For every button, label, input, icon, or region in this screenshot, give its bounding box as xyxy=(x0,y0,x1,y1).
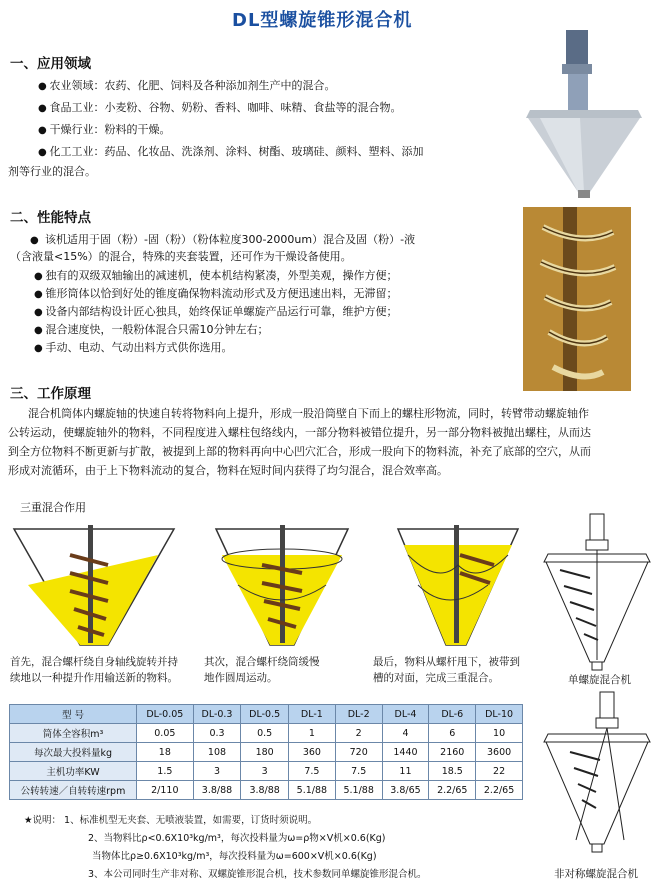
table-cell: 型 号 xyxy=(10,705,137,724)
list-item-continuation: （含液量<15%）的混合，特殊的夹套装置，还可作为干燥设备使用。 xyxy=(10,250,352,263)
spec-table xyxy=(9,704,523,800)
table-cell: 18.5 xyxy=(429,762,476,781)
table-cell: 10 xyxy=(476,724,523,743)
table-cell: 3.8/88 xyxy=(193,781,241,800)
table-cell: 2160 xyxy=(429,743,476,762)
table-cell: 108 xyxy=(193,743,241,762)
table-cell: 2.2/65 xyxy=(476,781,523,800)
table-cell: 3.8/88 xyxy=(241,781,289,800)
table-cell: 4 xyxy=(382,724,429,743)
single-screw-mixer-drawing xyxy=(540,512,655,674)
list-item: ● 食品工业：小麦粉、谷物、奶粉、香料、咖啡、味精、食盐等的混合物。 xyxy=(38,101,402,114)
table-cell: 2/110 xyxy=(137,781,194,800)
table-cell: 0.5 xyxy=(241,724,289,743)
table-cell: DL-2 xyxy=(335,705,382,724)
list-item: ● 该机适用于固（粉）-固（粉）（粉体粒度300-2000um）混合及固（粉）-液 xyxy=(30,233,416,246)
list-item: ● 设备内部结构设计匠心独具，始终保证单螺旋产品运行可靠，维护方便； xyxy=(34,305,398,318)
mixing-diagram-2 xyxy=(198,525,368,650)
table-header-row xyxy=(10,705,523,724)
table-cell: 2 xyxy=(335,724,382,743)
table-cell: 3 xyxy=(241,762,289,781)
table-cell: DL-1 xyxy=(288,705,335,724)
interior-screw-photo xyxy=(523,207,631,391)
table-cell: 主机功率KW xyxy=(10,762,137,781)
table-cell: 11 xyxy=(382,762,429,781)
table-cell: 2.2/65 xyxy=(429,781,476,800)
table-cell: DL-4 xyxy=(382,705,429,724)
table-cell: DL-6 xyxy=(429,705,476,724)
diagram-caption-2: 其次，混合螺杆绕筒缓慢 地作圆周运动。 xyxy=(204,656,320,684)
table-cell: 3.8/65 xyxy=(382,781,429,800)
note-line: 当物体比ρ≥0.6X10³kg/m³，每次投料量为ω=600×V机×0.6(Kg) xyxy=(92,851,377,862)
page-title: DL型螺旋锥形混合机 xyxy=(232,10,413,31)
list-item: ● 化工工业：药品、化妆品、洗涤剂、涂料、树酯、玻璃硅、颜料、塑料、添加 xyxy=(38,145,424,158)
table-row xyxy=(10,781,523,800)
table-cell: 1.5 xyxy=(137,762,194,781)
table-cell: 720 xyxy=(335,743,382,762)
table-cell: 1 xyxy=(288,724,335,743)
note-line: 3、本公司同时生产非对称、双螺旋锥形混合机，技术参数同单螺旋锥形混合机。 xyxy=(88,869,427,880)
list-item: ● 独有的双级双轴输出的减速机，使本机结构紧凑，外型美观，操作方便； xyxy=(34,269,398,282)
table-cell: 3600 xyxy=(476,743,523,762)
table-cell: 6 xyxy=(429,724,476,743)
section-heading-applications: 一、应用领域 xyxy=(10,56,91,72)
table-cell: 18 xyxy=(137,743,194,762)
list-item-continuation: 剂等行业的混合。 xyxy=(8,165,96,178)
table-row xyxy=(10,762,523,781)
table-cell: 每次最大投料量kg xyxy=(10,743,137,762)
mixing-heading: 三重混合作用 xyxy=(20,501,86,514)
table-cell: 筒体全容积m³ xyxy=(10,724,137,743)
diagram-caption-3: 最后，物料从螺杆甩下，被带到 槽的对面，完成三重混合。 xyxy=(373,656,520,684)
table-cell: 5.1/88 xyxy=(335,781,382,800)
list-item: ● 锥形筒体以恰到好处的锥度确保物料流动形式及方便迅速出料，无滞留； xyxy=(34,287,398,300)
table-row xyxy=(10,724,523,743)
table-cell: 1440 xyxy=(382,743,429,762)
mixing-diagram-3 xyxy=(378,525,538,650)
diagram-caption-1: 首先，混合螺杆绕自身轴线旋转并持 续地以一种提升作用输送新的物料。 xyxy=(10,656,178,684)
table-cell: 22 xyxy=(476,762,523,781)
table-cell: DL-10 xyxy=(476,705,523,724)
table-cell: 180 xyxy=(241,743,289,762)
note-line: 2、当物料比ρ<0.6X10³kg/m³，每次投料量为ω=ρ物×V机×0.6(Kg) xyxy=(88,833,386,844)
list-item: ● 混合速度快，一般粉体混合只需10分钟左右； xyxy=(34,323,269,336)
table-cell: 7.5 xyxy=(288,762,335,781)
single-screw-caption: 单螺旋混合机 xyxy=(568,674,631,686)
table-cell: 7.5 xyxy=(335,762,382,781)
list-item: ● 手动、电动、气动出料方式供你选用。 xyxy=(34,341,233,354)
table-cell: 3 xyxy=(193,762,241,781)
paragraph-line: 混合机筒体内螺旋轴的快速自转将物料向上提升，形成一股沿筒壁自下而上的螺柱形物流，同时，转臂带动螺旋轴作 xyxy=(28,407,589,420)
table-cell: 公转转速／自转转速rpm xyxy=(10,781,137,800)
table-cell: DL-0.3 xyxy=(193,705,241,724)
product-photo xyxy=(520,22,650,200)
list-item: ● 农业领域：农药、化肥、饲料及各种添加剂生产中的混合。 xyxy=(38,79,336,92)
paragraph-line: 公转运动，使螺旋轴外的物料，不同程度进入螺柱包络线内，一部分物料被错位提升，另一部分物料被抛出螺柱，从而达 xyxy=(8,426,591,439)
table-row xyxy=(10,743,523,762)
table-cell: 0.05 xyxy=(137,724,194,743)
list-item: ● 干燥行业：粉料的干燥。 xyxy=(38,123,171,136)
paragraph-line: 形成对流循环，由于上下物料流动的复合，物料在短时间内获得了均匀混合，混合效率高。 xyxy=(8,464,448,477)
mixing-diagram-1 xyxy=(8,525,188,650)
note-line: ★说明： 1、标准机型无夹套、无喷液装置，如需要，订货时须说明。 xyxy=(24,815,318,826)
asymmetric-mixer-drawing xyxy=(540,690,655,858)
table-cell: DL-0.5 xyxy=(241,705,289,724)
table-cell: DL-0.05 xyxy=(137,705,194,724)
table-cell: 0.3 xyxy=(193,724,241,743)
paragraph-line: 到全方位物料不断更新与扩散，被提到上部的物料再向中心凹穴汇合，形成一股向下的物料流，补充了底部的空穴，从而 xyxy=(8,445,591,458)
asymmetric-caption: 非对称螺旋混合机 xyxy=(554,868,638,880)
table-cell: 360 xyxy=(288,743,335,762)
section-heading-principle: 三、工作原理 xyxy=(10,386,91,402)
section-heading-features: 二、性能特点 xyxy=(10,210,91,226)
table-cell: 5.1/88 xyxy=(288,781,335,800)
